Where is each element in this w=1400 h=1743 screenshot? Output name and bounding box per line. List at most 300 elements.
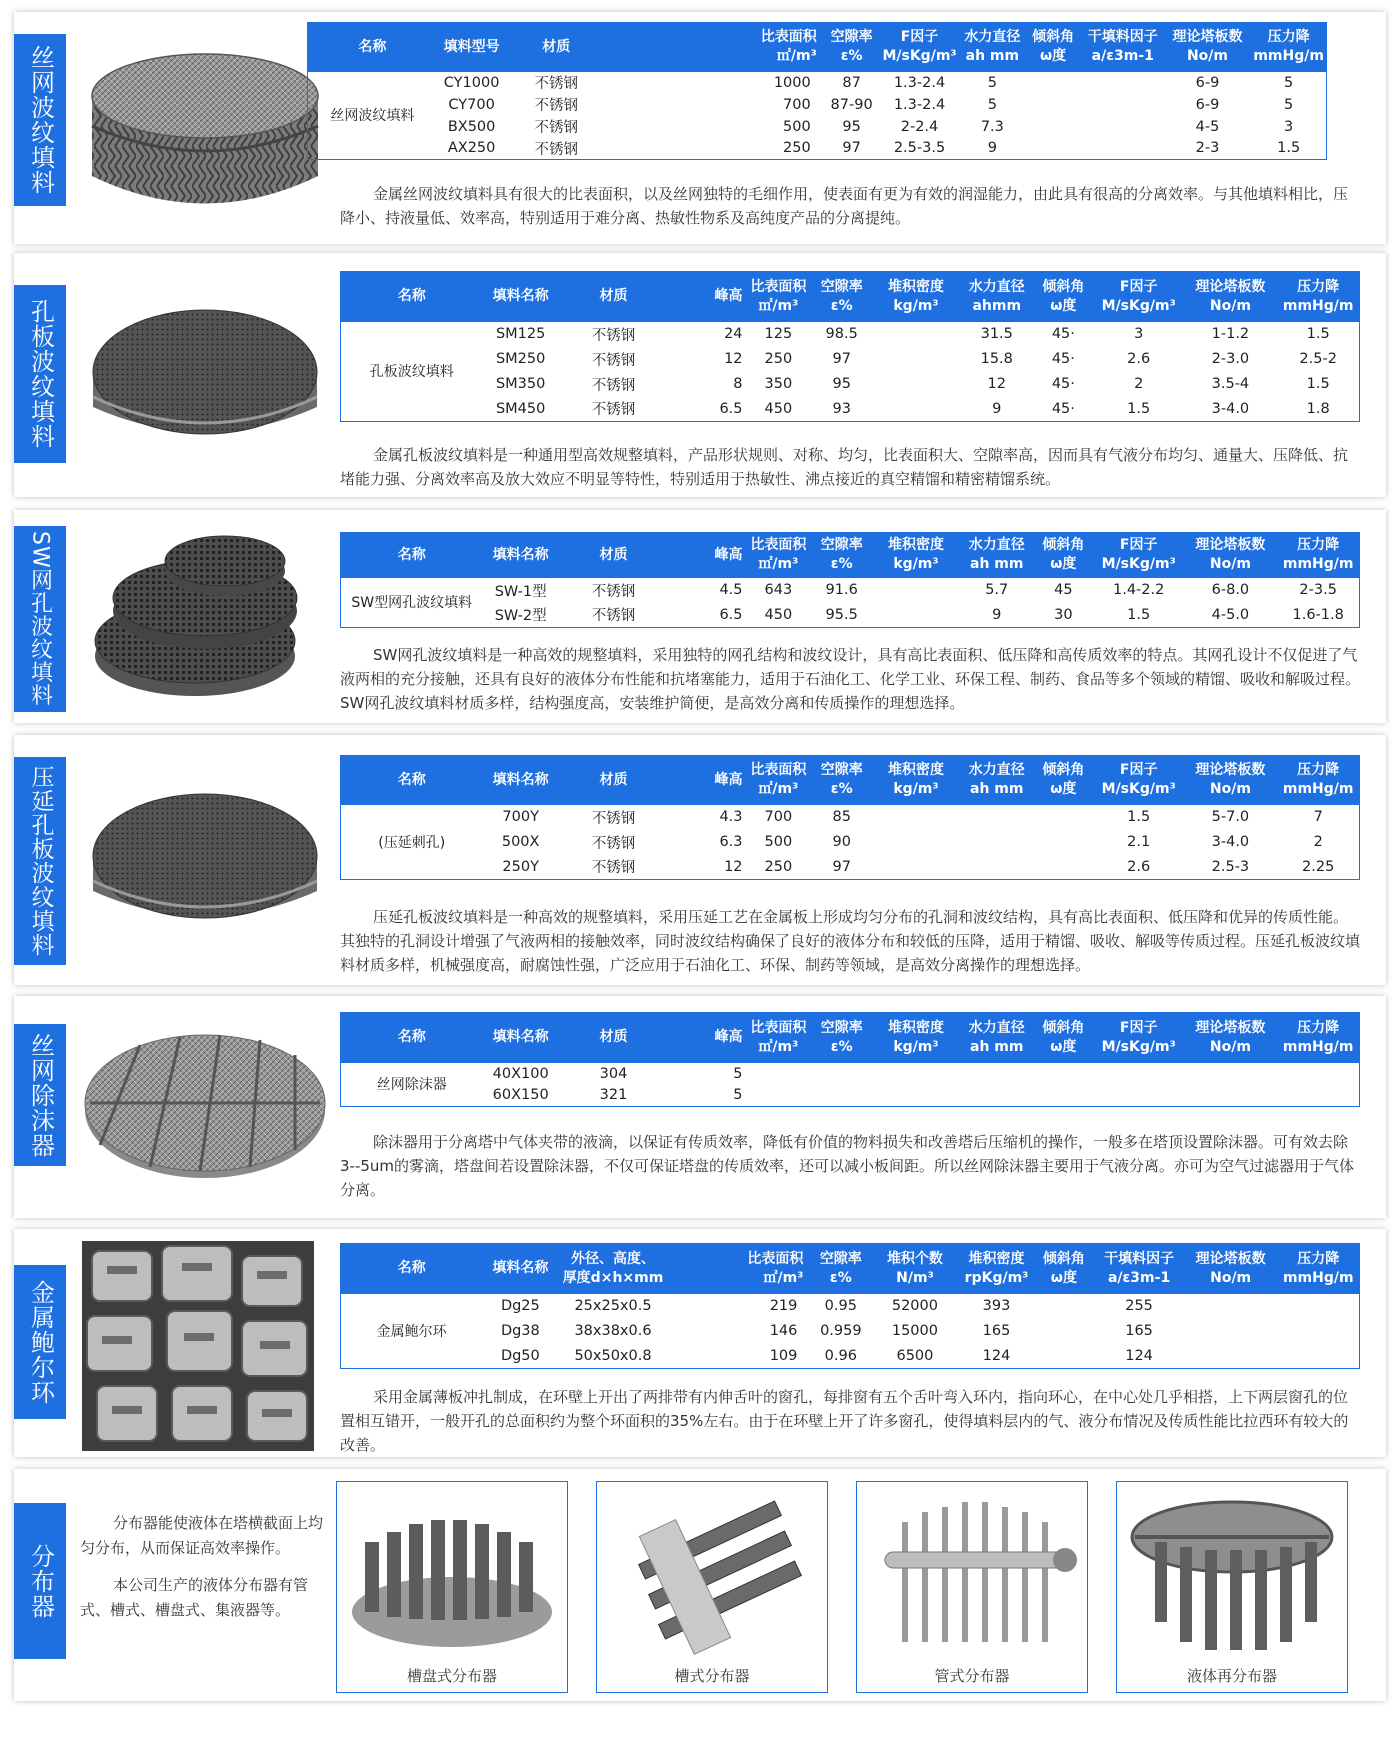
spec-table (340, 1012, 1360, 1107)
cell: Dg50 (500, 1347, 540, 1364)
cell: 87 (842, 74, 861, 91)
cell: 95.5 (825, 606, 858, 623)
distributor-card-trough (596, 1481, 828, 1693)
col-f-factor: F因子 M/sKg/m³ (879, 23, 961, 72)
cell (871, 397, 961, 422)
table-row (308, 94, 1327, 116)
cell: 不锈钢 (591, 402, 636, 419)
cell (871, 1063, 961, 1085)
table-row (341, 805, 1360, 830)
cell: 1.4-2.2 (1113, 582, 1165, 598)
cell (1094, 1085, 1184, 1107)
col-packing-name: 填料名称 (482, 756, 558, 805)
distributor-caption: 管式分布器 (934, 1667, 1010, 1685)
table-row (341, 347, 1360, 372)
col-f-factor: F因子 M/sKg/m³ (1094, 272, 1184, 322)
col-density: 堆积密度 kg/m³ (871, 1013, 961, 1063)
cell (961, 830, 1033, 855)
cell: 393 (982, 1298, 1011, 1314)
cell (1033, 1063, 1094, 1085)
cell: 90 (832, 834, 851, 850)
cell: 1.3-2.4 (893, 96, 946, 113)
cell: 2.5-2 (1299, 351, 1337, 367)
col-packing-name: 填料名称 (482, 533, 558, 578)
cell: 4-5.0 (1211, 606, 1250, 623)
cell: 50x50x0.8 (574, 1347, 652, 1364)
cell (1183, 1063, 1277, 1085)
product-photo-perforated-plate (80, 277, 330, 477)
cell: 0.95 (824, 1298, 857, 1314)
col-name: 名称 (341, 1013, 483, 1063)
cell (1082, 72, 1164, 94)
cell: 500X (501, 834, 540, 850)
cell: 450 (764, 606, 793, 623)
col-peak: 峰高 (668, 272, 744, 322)
section-label: 丝网除沫器 (14, 1024, 66, 1166)
cell: BX500 (447, 118, 496, 135)
cell (1033, 830, 1094, 855)
col-name: 名称 (308, 23, 437, 72)
col-area: 比表面积 ㎡/m³ (745, 533, 813, 578)
cell: 6500 (896, 1347, 934, 1364)
cell: 25x25x0.5 (574, 1298, 652, 1314)
table-row (341, 1294, 1360, 1319)
cell: CY1000 (443, 74, 500, 91)
cell: SM250 (495, 351, 546, 367)
cell: 450 (764, 400, 793, 417)
cell: 3-4.0 (1211, 834, 1250, 850)
cell: 2.25 (1302, 858, 1335, 875)
cell: 250 (764, 351, 793, 367)
spec-table (340, 755, 1360, 880)
cell (1024, 72, 1082, 94)
col-f-factor: F因子 M/sKg/m³ (1094, 1013, 1184, 1063)
section-distributor (14, 1469, 1386, 1701)
spec-table (307, 22, 1327, 160)
col-void: 空隙率 ε% (812, 1013, 871, 1063)
cell: 95 (832, 376, 851, 392)
cell: 不锈钢 (534, 141, 579, 158)
col-pressure: 压力降 mmHg/m (1277, 756, 1359, 805)
section-label: 压延孔板波纹填料 (14, 757, 66, 965)
cell: 不锈钢 (591, 810, 636, 827)
col-void: 空隙率 ε% (825, 23, 879, 72)
cell: 125 (764, 326, 793, 342)
distributor-caption: 槽盘式分布器 (406, 1667, 497, 1685)
cell: 700 (764, 809, 793, 825)
spec-table (340, 271, 1360, 422)
cell: 不锈钢 (591, 327, 636, 344)
col-hydraulic: 水力直径 ah mm (961, 1013, 1033, 1063)
cell: 15.8 (980, 351, 1013, 367)
cell: SM350 (495, 376, 546, 392)
cell: 124 (982, 1347, 1011, 1364)
cell: 9 (992, 606, 1002, 623)
table-row (341, 578, 1360, 603)
cell: 91.6 (825, 582, 858, 598)
cell (1184, 1344, 1278, 1369)
cell: 52000 (891, 1298, 938, 1314)
section-label: 分布器 (14, 1503, 66, 1659)
table-row (341, 1063, 1360, 1085)
cell: 95 (842, 118, 861, 135)
cell: 不锈钢 (534, 76, 579, 92)
col-hydraulic: 水力直径 ahmm (961, 272, 1033, 322)
cell: 0.959 (820, 1323, 862, 1339)
col-peak: 峰高 (668, 756, 744, 805)
col-density: 堆积密度 kg/m³ (871, 272, 961, 322)
product-description: 金属孔板波纹填料是一种通用型高效规整填料，产品形状规则、对称、均匀，比表面积大、空隙率高，因而具有气液分布均匀、通量大、压降低、抗堵能力强、分离效率高及放大效应不明显等特性，特别适用于热敏性、沸点接近的真空精馏和精密精馏系统。 (340, 446, 1349, 488)
product-name-cell: 孔板波纹填料 (369, 364, 454, 381)
cell: SM125 (495, 326, 546, 342)
cell: AX250 (447, 140, 496, 157)
cell: CY700 (448, 96, 495, 113)
cell: 1.6-1.8 (1292, 606, 1344, 623)
cell: 5 (1284, 74, 1294, 91)
product-photo-pall-ring (82, 1241, 314, 1451)
cell: 2 (1134, 376, 1144, 392)
product-name-cell: 金属鲍尔环 (376, 1323, 447, 1340)
col-name: 名称 (341, 1244, 483, 1294)
cell: 2-3.5 (1299, 582, 1337, 598)
cell: 不锈钢 (534, 120, 579, 136)
cell (871, 830, 961, 855)
cell: 1.5 (1277, 140, 1301, 157)
cell (1184, 1294, 1278, 1319)
col-peak: 峰高 (668, 533, 744, 578)
product-photo-sw-mesh (80, 526, 330, 712)
table-row (308, 116, 1327, 138)
cell: 219 (769, 1298, 798, 1314)
cell: 700Y (502, 809, 539, 825)
cell: 250Y (502, 858, 539, 875)
distributor-caption: 槽式分布器 (674, 1667, 750, 1685)
col-plates: 理论塔板数 No/m (1183, 756, 1277, 805)
col-name: 名称 (341, 272, 483, 322)
cell (1033, 1344, 1094, 1369)
cell (871, 322, 961, 347)
cell: 2.5-3 (1211, 858, 1250, 875)
col-area: 比表面积 ㎡/m³ (745, 272, 813, 322)
cell (961, 855, 1033, 880)
cell: 5 (987, 74, 997, 91)
cell: 350 (764, 376, 793, 392)
cell: 87-90 (830, 96, 873, 113)
col-packing-name: 填料名称 (482, 1013, 558, 1063)
col-name: 名称 (341, 533, 483, 578)
section-label: 金属鲍尔环 (14, 1265, 66, 1419)
cell: 不锈钢 (534, 98, 579, 114)
col-void: 空隙率 ε% (812, 533, 871, 578)
product-description: 除沫器用于分离塔中气体夹带的液滴，以保证有传质效率，降低有价值的物料损失和改善塔后压缩机的操作，一般多在塔顶设置除沫器。可有效去除3--5um的雾滴，塔盘间若设置除沫器，不仅可保证塔盘的传质效率，还可以减小板间距。所以丝网除沫器主要用于气液分离。亦可为空气过滤器用于气体分离。 (340, 1133, 1355, 1199)
col-dimensions: 外径、高度、 厚度d×h×mm (559, 1244, 668, 1294)
table-row (341, 855, 1360, 880)
cell: 165 (982, 1323, 1011, 1339)
cell: 4.5 (719, 582, 743, 598)
table-header-row (308, 23, 1327, 72)
cell: SW-2型 (494, 608, 547, 625)
cell: 5 (733, 1087, 743, 1104)
spec-table (340, 1243, 1360, 1369)
col-angle: 倾斜角 ω度 (1033, 272, 1094, 322)
cell: 4-5 (1195, 118, 1220, 135)
cell: 不锈钢 (591, 352, 636, 369)
col-name: 名称 (341, 756, 483, 805)
col-peak: 峰高 (668, 1013, 744, 1063)
col-density: 堆积密度 rpKg/m³ (960, 1244, 1034, 1294)
section-sw-mesh-packing (14, 510, 1386, 723)
cell: SM450 (495, 400, 546, 417)
cell: 45· (1051, 351, 1075, 367)
col-angle: 倾斜角 ω度 (1033, 1013, 1094, 1063)
product-photo-wire-mesh (76, 26, 334, 226)
distributor-text-1: 分布器能使液体在塔横截面上均匀分布，从而保证高效率操作。 (80, 1514, 324, 1557)
cell (871, 372, 961, 397)
cell: 2-2.4 (900, 118, 939, 135)
product-photo-rolled-plate (80, 761, 330, 961)
col-hydraulic: 水力直径 ah mm (961, 756, 1033, 805)
cell (1033, 1294, 1094, 1319)
product-description: SW网孔波纹填料是一种高效的规整填料，采用独特的网孔结构和波纹设计，具有高比表面积、低压降和高传质效率的特点。其网孔设计不仅促进了气液两相的充分接触，还具有良好的液体分布性能和抗堵塞能力，适用于石油化工、化学工业、环保工程、制药、食品等多个领域的精馏、吸收和解吸过程。SW网孔波纹填料材质多样，结构强度高，安装维护简便，是高效分离和传质操作的理想选择。 (340, 646, 1361, 712)
table-header-row (341, 272, 1360, 322)
cell (1278, 1294, 1360, 1319)
table-header-row (341, 756, 1360, 805)
cell: 12 (724, 351, 743, 367)
col-pressure: 压力降 mmHg/m (1277, 1013, 1359, 1063)
cell: 3.5-4 (1211, 376, 1250, 392)
col-pressure: 压力降 mmHg/m (1251, 23, 1326, 72)
cell: 15000 (891, 1323, 938, 1339)
table-row (341, 1319, 1360, 1344)
table-header-row (341, 533, 1360, 578)
cell: 5-7.0 (1211, 809, 1250, 825)
cell: 5 (733, 1065, 743, 1082)
table-header-row (341, 1244, 1360, 1294)
cell: 6.5 (719, 606, 743, 623)
cell: 500 (783, 118, 811, 135)
cell (871, 855, 961, 880)
cell: 1.5 (1127, 400, 1151, 417)
col-void: 空隙率 ε% (812, 756, 871, 805)
cell: 6.3 (719, 834, 743, 850)
col-f-factor: F因子 M/sKg/m³ (1094, 756, 1184, 805)
cell: 5.7 (985, 582, 1009, 598)
cell: 6-9 (1195, 96, 1220, 113)
cell: 2-3.0 (1211, 351, 1250, 367)
cell: 2.1 (1127, 834, 1151, 850)
cell: 5 (1284, 96, 1294, 113)
cell: 60X150 (492, 1087, 549, 1104)
cell: 45· (1051, 400, 1075, 417)
cell: 146 (769, 1323, 798, 1339)
cell: 1.5 (1306, 376, 1330, 392)
product-description: 金属丝网波纹填料具有很大的比表面积，以及丝网独特的毛细作用，使表面有更为有效的润湿能力，由此具有很高的分离效率。与其他填料相比，压降小、持液量低、效率高，特别适用于难分离、热敏性物系及高纯度产品的分离提纯。 (340, 185, 1349, 227)
section-label: SW网孔波纹填料 (14, 526, 66, 712)
cell (1082, 94, 1164, 116)
cell: 6-8.0 (1211, 582, 1250, 598)
cell (1082, 138, 1164, 160)
col-angle: 倾斜角 ω度 (1033, 533, 1094, 578)
cell: 7.3 (980, 118, 1004, 135)
col-plates: 理论塔板数 No/m (1184, 1244, 1278, 1294)
col-area: 比表面积 ㎡/m³ (668, 1244, 812, 1294)
col-material: 材质 (559, 533, 668, 578)
distributor-card-trough-tray (336, 1481, 568, 1693)
col-area: 比表面积 ㎡/m³ (606, 23, 825, 72)
cell (1024, 94, 1082, 116)
table-row (341, 372, 1360, 397)
col-material: 材质 (507, 23, 606, 72)
cell (961, 805, 1033, 830)
cell (871, 805, 961, 830)
col-pressure: 压力降 mmHg/m (1277, 533, 1359, 578)
cell: 93 (832, 400, 851, 417)
col-material: 材质 (559, 756, 668, 805)
cell: 2.5-3.5 (893, 140, 946, 157)
cell: 7 (1313, 809, 1323, 825)
cell: 5 (987, 96, 997, 113)
cell (812, 1085, 871, 1107)
cell: 1.3-2.4 (893, 74, 946, 91)
cell: 不锈钢 (591, 583, 636, 600)
cell: 250 (764, 858, 793, 875)
cell (1033, 855, 1094, 880)
distributor-text-2: 本公司生产的液体分布器有管式、槽式、槽盘式、集液器等。 (80, 1576, 309, 1619)
cell (1184, 1319, 1278, 1344)
cell: 2 (1313, 834, 1323, 850)
cell (1024, 138, 1082, 160)
cell: 45 (1054, 582, 1073, 598)
cell: 1.5 (1306, 326, 1330, 342)
table-row (341, 603, 1360, 628)
table-row (341, 397, 1360, 422)
cell (961, 1085, 1033, 1107)
cell: 1.5 (1127, 606, 1151, 623)
cell (745, 1085, 813, 1107)
cell (1094, 1063, 1184, 1085)
section-perforated-plate-packing (14, 253, 1386, 497)
table-row (341, 1344, 1360, 1369)
cell: 不锈钢 (591, 860, 636, 877)
distributor-card-redistributor (1116, 1481, 1348, 1693)
cell (1033, 805, 1094, 830)
product-name-cell: SW型网孔波纹填料 (351, 595, 473, 612)
cell: 1-1.2 (1211, 326, 1250, 342)
product-name-cell: 丝网波纹填料 (330, 108, 415, 125)
cell: 165 (1125, 1323, 1153, 1339)
col-hydraulic: 水力直径 ah mm (960, 23, 1024, 72)
cell: 24 (724, 326, 743, 342)
cell: 2.6 (1127, 858, 1151, 875)
section-label: 丝网波纹填料 (14, 34, 66, 206)
table-row (341, 1085, 1360, 1107)
cell (1183, 1085, 1277, 1107)
col-dry-factor: 干填料因子 a/ε3m-1 (1094, 1244, 1183, 1294)
col-f-factor: F因子 M/sKg/m³ (1094, 533, 1184, 578)
table-row (308, 72, 1327, 94)
cell (1033, 1085, 1094, 1107)
cell: 97 (842, 140, 861, 157)
section-wire-mesh-packing (14, 12, 1386, 244)
cell (961, 1063, 1033, 1085)
cell: 85 (832, 809, 851, 825)
col-count: 堆积个数 N/m³ (870, 1244, 959, 1294)
col-packing-name: 填料名称 (482, 1244, 558, 1294)
cell (1277, 1085, 1359, 1107)
col-area: 比表面积 ㎡/m³ (745, 756, 813, 805)
cell: 98.5 (825, 326, 858, 342)
cell: 255 (1125, 1298, 1153, 1314)
col-material: 材质 (559, 1013, 668, 1063)
col-void: 空隙率 ε% (812, 272, 871, 322)
cell: 6-9 (1195, 74, 1220, 91)
col-angle: 倾斜角 ω度 (1033, 1244, 1094, 1294)
cell: Dg25 (500, 1298, 540, 1314)
product-name-cell: (压延刺孔) (378, 834, 446, 851)
cell (1024, 116, 1082, 138)
cell: Dg38 (500, 1323, 540, 1339)
cell: 1.5 (1127, 809, 1151, 825)
cell: 3-4.0 (1211, 400, 1250, 417)
cell (812, 1063, 871, 1085)
cell: 2-3 (1195, 140, 1220, 157)
col-model: 填料型号 (437, 23, 507, 72)
cell: 38x38x0.6 (574, 1323, 652, 1339)
cell: 9 (992, 400, 1002, 417)
cell: SW-1型 (494, 583, 547, 600)
col-angle: 倾斜角 ω度 (1024, 23, 1082, 72)
cell (871, 578, 961, 603)
cell (1082, 116, 1164, 138)
cell: 1.8 (1306, 400, 1330, 417)
table-header-row (341, 1013, 1360, 1063)
col-plates: 理论塔板数 No/m (1183, 272, 1277, 322)
cell (1278, 1344, 1360, 1369)
section-wire-mesh-demister (14, 996, 1386, 1218)
col-density: 堆积密度 kg/m³ (871, 756, 961, 805)
cell: 不锈钢 (591, 377, 636, 394)
distributor-card-pipe (856, 1481, 1088, 1693)
section-label: 孔板波纹填料 (14, 285, 66, 463)
cell: 3 (1284, 118, 1294, 135)
col-density: 堆积密度 kg/m³ (871, 533, 961, 578)
cell: 700 (783, 96, 811, 113)
col-plates: 理论塔板数 No/m (1164, 23, 1252, 72)
cell (745, 1063, 813, 1085)
spec-table (340, 532, 1360, 628)
cell: 2.6 (1127, 351, 1151, 367)
cell: 321 (599, 1087, 628, 1104)
product-name-cell: 丝网除沫器 (376, 1077, 447, 1094)
cell: 0.96 (824, 1347, 857, 1364)
cell (871, 1085, 961, 1107)
cell: 250 (783, 140, 811, 157)
cell: 30 (1054, 606, 1073, 623)
section-rolled-plate-packing (14, 735, 1386, 985)
cell: 97 (832, 351, 851, 367)
cell: 643 (764, 582, 793, 598)
cell: 45· (1051, 376, 1075, 392)
cell: 40X100 (492, 1065, 549, 1082)
cell (1277, 1063, 1359, 1085)
cell (871, 603, 961, 628)
cell: 45· (1051, 326, 1075, 342)
col-plates: 理论塔板数 No/m (1183, 1013, 1277, 1063)
col-pressure: 压力降 mmHg/m (1277, 272, 1359, 322)
cell: 8 (733, 376, 743, 392)
cell: 6.5 (719, 400, 743, 417)
cell (1033, 1319, 1094, 1344)
